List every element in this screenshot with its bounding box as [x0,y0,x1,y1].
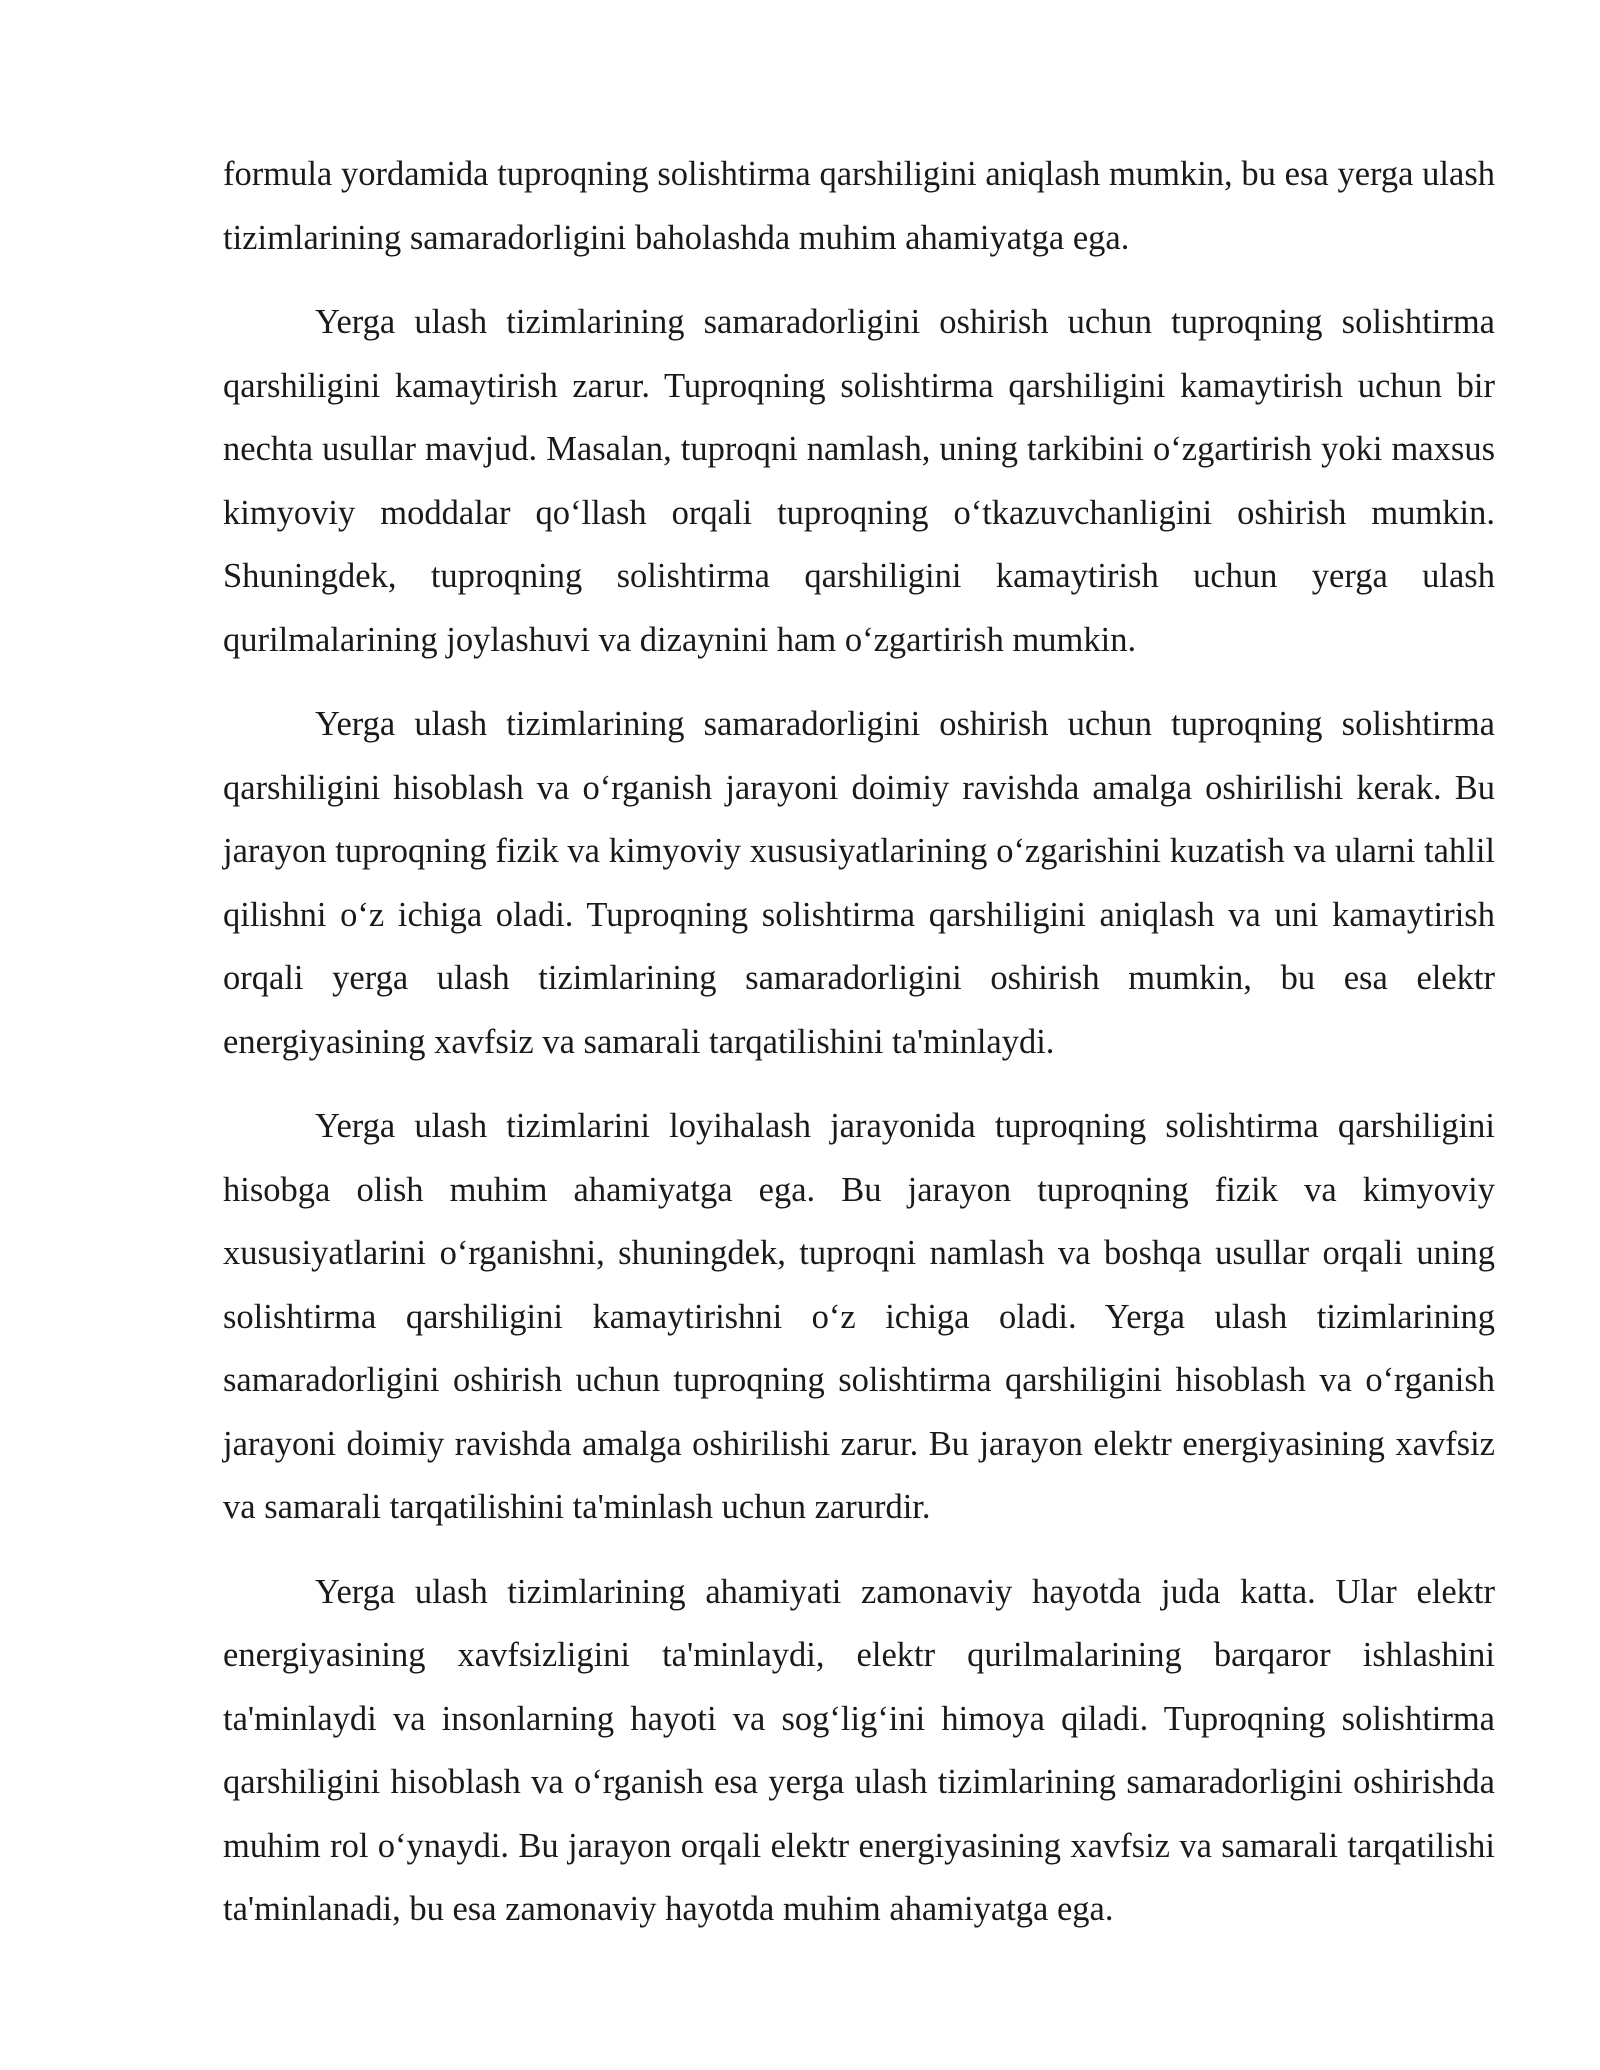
paragraph-4: Yerga ulash tizimlarini loyihalash jarayonida tuproqning solishtirma qarshiligini hisobga olish muhim ahamiyatga ega. Bu jarayon tuproqning fizik va kimyoviy xususiyatlarini o‘rganishni, shuningdek, tuproqni namlash va boshqa usullar orqali uning solishtirma qarshiligini kamaytirishni o‘z ichiga oladi. Yerga ulash tizimlarining samaradorligini oshirish uchun tuproqning solishtirma qarshiligini hisoblash va o‘rganish jarayoni doimiy ravishda amalga oshirilishi zarur. Bu jarayon elektr energiyasining xavfsiz va samarali tarqatilishini ta'minlash uchun zarurdir. [223,1107,1495,1526]
paragraph-2: Yerga ulash tizimlarining samaradorligini oshirish uchun tuproqning solishtirma qarshiligini kamaytirish zarur. Tuproqning solishtirma qarshiligini kamaytirish uchun bir nechta usullar mavjud. Masalan, tuproqni namlash, uning tarkibini o‘zgartirish yoki maxsus kimyoviy moddalar qo‘llash orqali tuproqning o‘tkazuvchanligini oshirish mumkin. Shuningdek, tuproqning solishtirma qarshiligini kamaytirish uchun yerga ulash qurilmalarining joylashuvi va dizaynini ham o‘zgartirish mumkin. [223,303,1495,659]
paragraph-1: formula yordamida tuproqning solishtirma qarshiligini aniqlash mumkin, bu esa yerga ulash tizimlarining samaradorligini baholashda muhim ahamiyatga ega. [223,155,1495,257]
paragraph-5: Yerga ulash tizimlarining ahamiyati zamonaviy hayotda juda katta. Ular elektr energiyasining xavfsizligini ta'minlaydi, elektr qurilmalarining barqaror ishlashini ta'minlaydi va insonlarning hayoti va sog‘lig‘ini himoya qiladi. Tuproqning solishtirma qarshiligini hisoblash va o‘rganish esa yerga ulash tizimlarining samaradorligini oshirishda muhim rol o‘ynaydi. Bu jarayon orqali elektr energiyasining xavfsiz va samarali tarqatilishi ta'minlanadi, bu esa zamonaviy hayotda muhim ahamiyatga ega. [223,1572,1495,1928]
paragraph-3: Yerga ulash tizimlarining samaradorligini oshirish uchun tuproqning solishtirma qarshiligini hisoblash va o‘rganish jarayoni doimiy ravishda amalga oshirilishi kerak. Bu jarayon tuproqning fizik va kimyoviy xususiyatlarining o‘zgarishini kuzatish va ularni tahlil qilishni o‘z ichiga oladi. Tuproqning solishtirma qarshiligini aniqlash va uni kamaytirish orqali yerga ulash tizimlarining samaradorligini oshirish mumkin, bu esa elektr energiyasining xavfsiz va samarali tarqatilishini ta'minlaydi. [223,705,1495,1061]
document-body [223,143,1495,1963]
